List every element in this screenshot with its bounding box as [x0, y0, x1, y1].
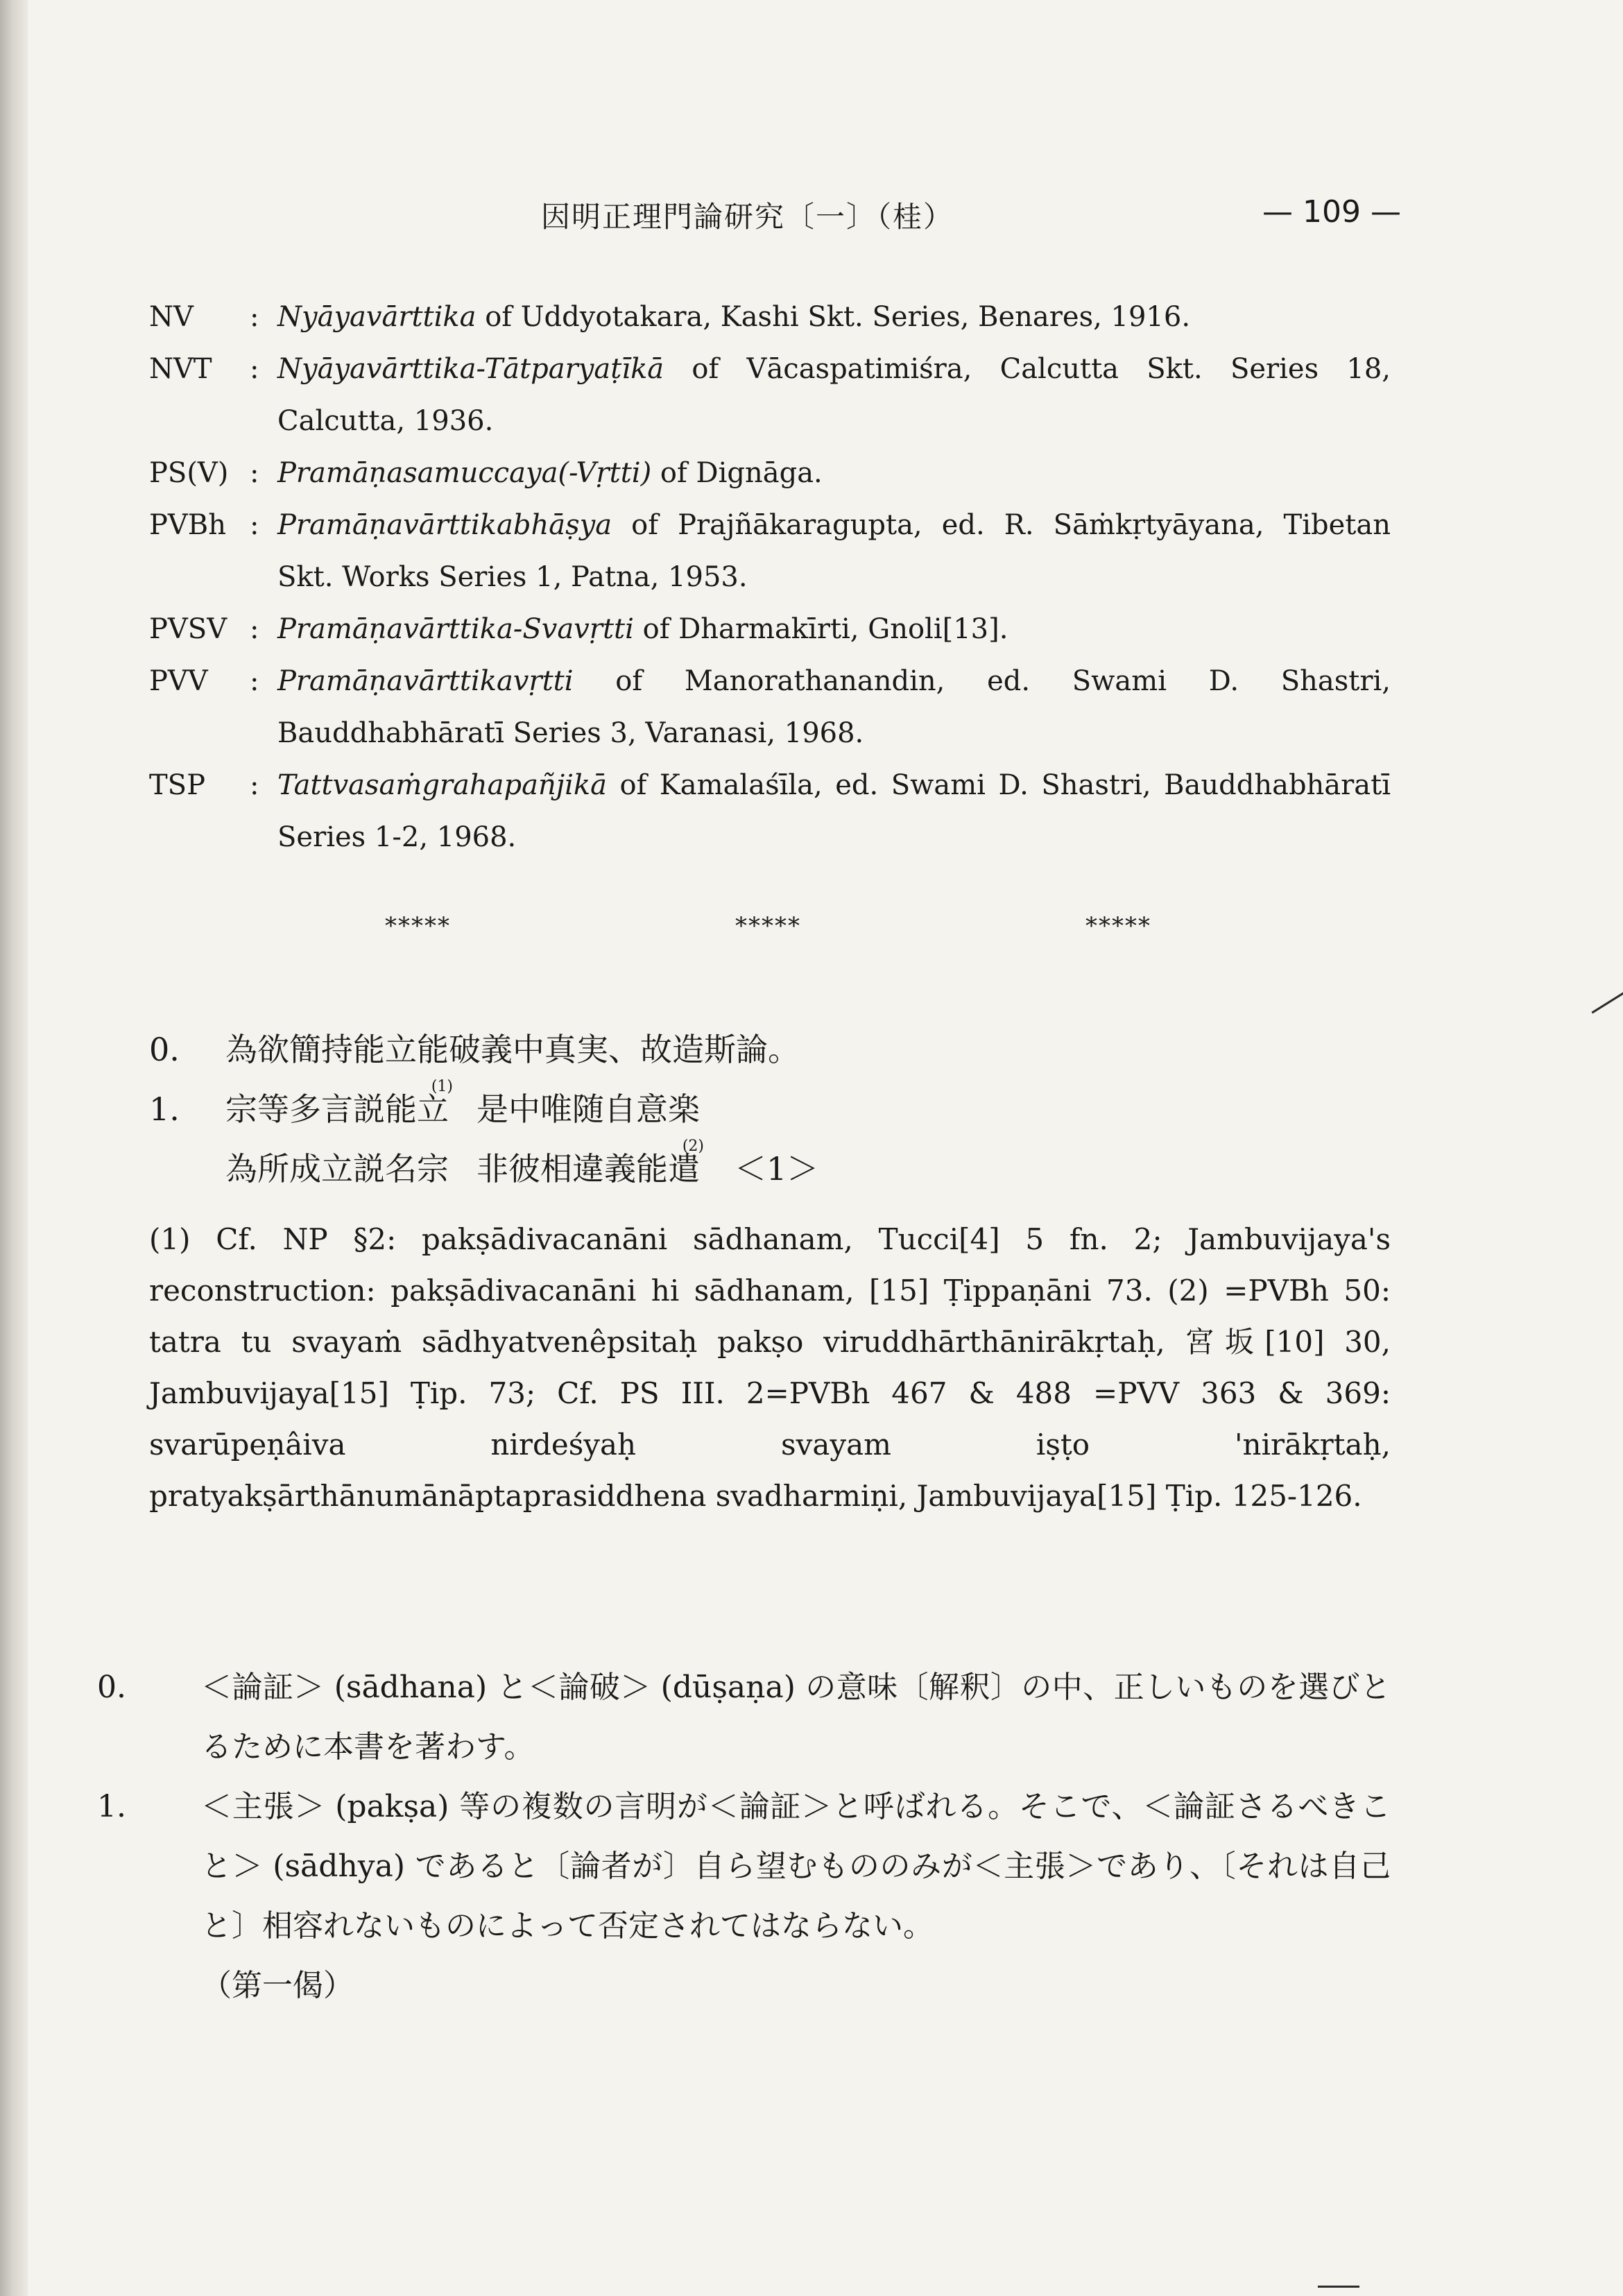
verse-segment: 宗等多言説能立 — [225, 1090, 449, 1128]
abbreviation-key: PVSV — [149, 613, 227, 645]
work-details: of Dignāga. — [651, 457, 823, 489]
work-details: of Prajñākaragupta, ed. R. Sāṁkṛtyāyana, Tibetan Skt. Works Series 1, Patna, 1953. — [277, 509, 1391, 593]
footnotes: (1) Cf. NP §2: pakṣādivacanāni sādhanam, Tucci[4] 5 fn. 2; Jambuvijaya's reconstruction: pakṣādivacanāni hi sādhanam, [15] Ṭippaṇāni 73. (2) =PVBh 50: tatra tu svayaṁ sādhyatvenêpsitaḥ pakṣo viruddhārthānirākṛtaḥ, 宮坂[10] 30, Jambuvijaya[15] Ṭip. 73; Cf. PS III. 2=PVBh 467 & 488 =PVV 363 & 369: svarūpeṇâiva nirdeśyaḥ svayam iṣṭo 'nirākṛtaḥ, pratyakṣārthānumānāptaprasiddhena svadharmiṇi, Jambuvijaya[15] Ṭip. 125-126. — [149, 1222, 1391, 1513]
verse-text — [225, 1078, 453, 1128]
work-details: of Kamalaśīla, ed. Swami D. Shastri, Bauddhabhāratī Series 1-2, 1968. — [277, 769, 1391, 853]
work-title: Tattvasaṁgrahapañjikā — [277, 769, 607, 801]
translation-paragraph-0 — [97, 1658, 1391, 1777]
work-title: Pramāṇavārttikabhāṣya — [277, 509, 612, 541]
work-title: Pramāṇasamuccaya(-Vṛtti) — [277, 457, 652, 489]
verse-line-2 — [149, 1139, 1391, 1199]
abbreviation-entry — [149, 343, 1391, 447]
paragraph-text: ＜主張＞ (pakṣa) 等の複数の言明が＜論証＞と呼ばれる。そこで、＜論証さるべきこと＞ (sādhya) であると〔論者が〕自ら望むもののみが＜主張＞であり、〔それは自己と〕相容れないものによって否定されてはならない。 — [201, 1789, 1391, 1944]
abbreviation-key: TSP — [149, 769, 205, 801]
note-marker: (1) — [431, 1078, 453, 1095]
translation-paragraph-1 — [97, 1777, 1391, 1956]
work-title: Pramāṇavārttikavṛtti — [277, 665, 574, 697]
verse-line-0 — [149, 1020, 1391, 1079]
abbreviation-entry — [149, 760, 1391, 864]
abbreviation-key: NVT — [149, 353, 212, 385]
abbreviation-key: PVV — [149, 665, 208, 697]
verse-label: （第一偈） — [201, 1968, 354, 2003]
abbreviation-colon: : — [250, 457, 259, 489]
abbreviation-entry — [149, 499, 1391, 603]
japanese-translation — [97, 1658, 1391, 2016]
abbreviation-colon: : — [250, 301, 259, 333]
scan-pen-mark — [1592, 986, 1623, 1014]
verse-number: 1. — [149, 1090, 180, 1128]
section-separator — [149, 912, 1391, 954]
abbreviation-list — [149, 291, 1391, 864]
separator-stars: ***** — [1085, 912, 1151, 940]
abbreviation-key: PVBh — [149, 509, 226, 541]
work-title: Nyāyavārttika — [277, 301, 476, 333]
work-title: Nyāyavārttika-Tātparyaṭīkā — [277, 353, 664, 385]
abbreviation-description — [277, 760, 1391, 864]
work-details: of Uddyotakara, Kashi Skt. Series, Benares, 1916. — [476, 301, 1191, 333]
verse-segment: 非彼相違義能遣 — [476, 1150, 700, 1188]
abbreviation-entry — [149, 447, 1391, 499]
scan-pen-mark — [1318, 2286, 1359, 2288]
abbreviation-colon: : — [250, 613, 259, 645]
abbreviation-entry — [149, 291, 1391, 343]
abbreviation-entry — [149, 603, 1391, 656]
work-details: of Manorathanandin, ed. Swami D. Shastri, Bauddhabhāratī Series 3, Varanasi, 1968. — [277, 665, 1391, 749]
verse-line-1 — [149, 1079, 1391, 1139]
note-marker: (2) — [682, 1138, 704, 1155]
page-number: — 109 — — [1262, 194, 1401, 230]
abbreviation-colon: : — [250, 353, 259, 385]
abbreviation-colon: : — [250, 509, 259, 541]
verse-text: 為欲簡持能立能破義中真実、故造斯論。 — [225, 1031, 800, 1068]
abbreviation-description — [277, 343, 1391, 447]
work-details: of Vācaspatimiśra, Calcutta Skt. Series 18, Calcutta, 1936. — [277, 353, 1391, 437]
verse-text — [476, 1138, 704, 1188]
verse-number: 0. — [149, 1031, 180, 1068]
paragraph-number: 1. — [97, 1789, 126, 1824]
verse-text: 為所成立説名宗 — [225, 1150, 449, 1188]
abbreviation-entry — [149, 656, 1391, 760]
abbreviation-key: NV — [149, 301, 194, 333]
paragraph-text: ＜論証＞ (sādhana) と＜論破＞ (dūṣaṇa) の意味〔解釈〕の中、正しいものを選びとるために本書を著わす。 — [201, 1670, 1391, 1765]
abbreviation-description — [277, 291, 1391, 343]
paragraph-number: 0. — [97, 1670, 126, 1705]
separator-stars: ***** — [385, 912, 451, 940]
abbreviation-key: PS(V) — [149, 457, 229, 489]
abbreviation-description — [277, 447, 1391, 499]
abbreviation-description — [277, 603, 1391, 656]
verse-text: 是中唯随自意楽 — [476, 1090, 700, 1128]
abbreviation-colon: : — [250, 769, 259, 801]
abbreviation-description — [277, 656, 1391, 760]
work-details: of Dharmakīrti, Gnoli[13]. — [633, 613, 1008, 645]
verse-number-marker: ＜1＞ — [735, 1150, 819, 1188]
chinese-verse — [149, 1020, 1391, 1199]
running-title: 因明正理門論研究〔一〕（桂） — [541, 200, 954, 234]
separator-stars: ***** — [735, 912, 801, 940]
work-title: Pramāṇavārttika-Svavṛtti — [277, 613, 634, 645]
scan-edge-shadow — [0, 0, 28, 2296]
abbreviation-description — [277, 499, 1391, 603]
abbreviation-colon: : — [250, 665, 259, 697]
page-header — [541, 194, 1401, 243]
